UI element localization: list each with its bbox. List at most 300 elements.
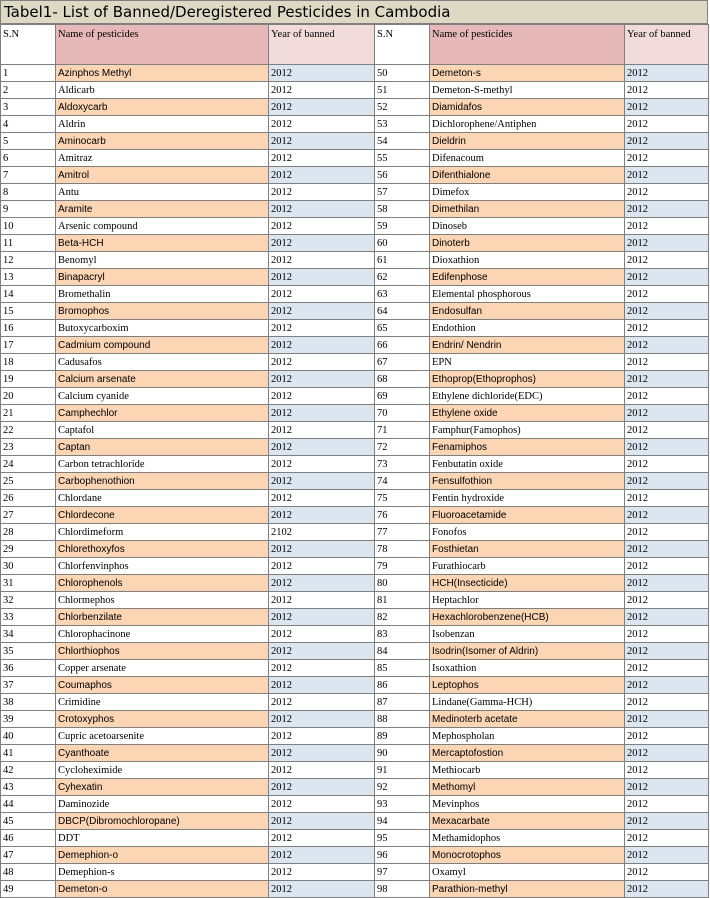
right-name-cell: Heptachlor <box>430 592 625 609</box>
left-sn-cell: 20 <box>1 388 56 405</box>
right-sn-cell: 58 <box>375 201 430 218</box>
right-year-cell: 2012 <box>625 116 709 133</box>
left-year-cell: 2012 <box>269 745 375 762</box>
right-sn-cell: 91 <box>375 762 430 779</box>
right-sn-cell: 72 <box>375 439 430 456</box>
table-row <box>1 847 709 864</box>
table-row <box>1 99 709 116</box>
left-sn-cell: 18 <box>1 354 56 371</box>
right-year-cell: 2012 <box>625 371 709 388</box>
right-name-cell: Difenacoum <box>430 150 625 167</box>
right-year-cell: 2012 <box>625 626 709 643</box>
table-body <box>1 65 709 898</box>
table-row <box>1 762 709 779</box>
right-sn-cell: 66 <box>375 337 430 354</box>
right-sn-cell: 84 <box>375 643 430 660</box>
table-row <box>1 388 709 405</box>
left-name-cell: Daminozide <box>56 796 269 813</box>
left-name-cell: Arsenic compound <box>56 218 269 235</box>
table-row <box>1 864 709 881</box>
header-sn-left: S.N <box>1 25 56 65</box>
left-name-cell: Amitrol <box>56 167 269 184</box>
right-sn-cell: 59 <box>375 218 430 235</box>
left-name-cell: Chlordecone <box>56 507 269 524</box>
left-name-cell: Chlorthiophos <box>56 643 269 660</box>
right-year-cell: 2012 <box>625 558 709 575</box>
table-row <box>1 184 709 201</box>
left-name-cell: Chlordimeform <box>56 524 269 541</box>
left-sn-cell: 8 <box>1 184 56 201</box>
right-name-cell: Leptophos <box>430 677 625 694</box>
left-year-cell: 2012 <box>269 541 375 558</box>
table-row <box>1 575 709 592</box>
left-year-cell: 2012 <box>269 371 375 388</box>
left-name-cell: Beta-HCH <box>56 235 269 252</box>
table-row <box>1 439 709 456</box>
right-sn-cell: 75 <box>375 490 430 507</box>
right-sn-cell: 53 <box>375 116 430 133</box>
table-row <box>1 609 709 626</box>
left-name-cell: Chlorethoxyfos <box>56 541 269 558</box>
left-name-cell: Chlorophacinone <box>56 626 269 643</box>
table-row <box>1 643 709 660</box>
left-name-cell: Bromethalin <box>56 286 269 303</box>
left-year-cell: 2012 <box>269 575 375 592</box>
right-sn-cell: 90 <box>375 745 430 762</box>
right-year-cell: 2012 <box>625 133 709 150</box>
right-name-cell: Parathion-methyl <box>430 881 625 898</box>
left-sn-cell: 3 <box>1 99 56 116</box>
right-name-cell: Isoxathion <box>430 660 625 677</box>
right-year-cell: 2012 <box>625 796 709 813</box>
left-year-cell: 2012 <box>269 439 375 456</box>
table-row <box>1 167 709 184</box>
right-name-cell: Methomyl <box>430 779 625 796</box>
left-year-cell: 2012 <box>269 422 375 439</box>
right-year-cell: 2012 <box>625 303 709 320</box>
right-name-cell: Diamidafos <box>430 99 625 116</box>
left-year-cell: 2012 <box>269 65 375 82</box>
left-year-cell: 2012 <box>269 847 375 864</box>
left-sn-cell: 45 <box>1 813 56 830</box>
right-name-cell: Lindane(Gamma-HCH) <box>430 694 625 711</box>
right-year-cell: 2012 <box>625 184 709 201</box>
left-name-cell: Cycloheximide <box>56 762 269 779</box>
right-name-cell: Mercaptofostion <box>430 745 625 762</box>
left-name-cell: Calcium arsenate <box>56 371 269 388</box>
right-year-cell: 2012 <box>625 660 709 677</box>
right-sn-cell: 87 <box>375 694 430 711</box>
right-sn-cell: 78 <box>375 541 430 558</box>
left-year-cell: 2012 <box>269 507 375 524</box>
right-name-cell: Fenbutatin oxide <box>430 456 625 473</box>
header-year-left: Year of banned <box>269 25 375 65</box>
right-name-cell: Medinoterb acetate <box>430 711 625 728</box>
right-sn-cell: 82 <box>375 609 430 626</box>
right-sn-cell: 56 <box>375 167 430 184</box>
right-sn-cell: 54 <box>375 133 430 150</box>
left-year-cell: 2012 <box>269 116 375 133</box>
right-name-cell: Ethylene oxide <box>430 405 625 422</box>
right-sn-cell: 76 <box>375 507 430 524</box>
left-sn-cell: 46 <box>1 830 56 847</box>
left-sn-cell: 42 <box>1 762 56 779</box>
right-name-cell: Famphur(Famophos) <box>430 422 625 439</box>
header-year-right: Year of banned <box>625 25 709 65</box>
header-sn-right: S.N <box>375 25 430 65</box>
left-sn-cell: 9 <box>1 201 56 218</box>
right-name-cell: Dieldrin <box>430 133 625 150</box>
table-row <box>1 728 709 745</box>
right-name-cell: Dimefox <box>430 184 625 201</box>
right-year-cell: 2012 <box>625 286 709 303</box>
right-name-cell: Ethoprop(Ethoprophos) <box>430 371 625 388</box>
left-sn-cell: 31 <box>1 575 56 592</box>
left-sn-cell: 6 <box>1 150 56 167</box>
right-sn-cell: 60 <box>375 235 430 252</box>
right-name-cell: Dinoseb <box>430 218 625 235</box>
right-sn-cell: 97 <box>375 864 430 881</box>
left-name-cell: DDT <box>56 830 269 847</box>
right-name-cell: Mexacarbate <box>430 813 625 830</box>
right-year-cell: 2012 <box>625 235 709 252</box>
left-sn-cell: 43 <box>1 779 56 796</box>
right-year-cell: 2012 <box>625 592 709 609</box>
left-year-cell: 2012 <box>269 694 375 711</box>
left-year-cell: 2012 <box>269 337 375 354</box>
right-sn-cell: 81 <box>375 592 430 609</box>
right-sn-cell: 80 <box>375 575 430 592</box>
left-year-cell: 2012 <box>269 303 375 320</box>
left-year-cell: 2012 <box>269 184 375 201</box>
left-year-cell: 2012 <box>269 405 375 422</box>
left-sn-cell: 28 <box>1 524 56 541</box>
right-year-cell: 2012 <box>625 337 709 354</box>
right-name-cell: Isobenzan <box>430 626 625 643</box>
right-year-cell: 2012 <box>625 524 709 541</box>
left-year-cell: 2012 <box>269 218 375 235</box>
right-year-cell: 2012 <box>625 218 709 235</box>
table-row <box>1 830 709 847</box>
right-year-cell: 2012 <box>625 439 709 456</box>
right-year-cell: 2012 <box>625 167 709 184</box>
right-sn-cell: 73 <box>375 456 430 473</box>
right-name-cell: Monocrotophos <box>430 847 625 864</box>
right-year-cell: 2012 <box>625 82 709 99</box>
right-name-cell: Edifenphose <box>430 269 625 286</box>
left-name-cell: Chlordane <box>56 490 269 507</box>
right-sn-cell: 62 <box>375 269 430 286</box>
left-sn-cell: 33 <box>1 609 56 626</box>
left-sn-cell: 24 <box>1 456 56 473</box>
right-sn-cell: 77 <box>375 524 430 541</box>
right-year-cell: 2012 <box>625 762 709 779</box>
left-name-cell: Captafol <box>56 422 269 439</box>
table-row <box>1 422 709 439</box>
left-name-cell: Demephion-o <box>56 847 269 864</box>
right-name-cell: Fenamiphos <box>430 439 625 456</box>
table-row <box>1 779 709 796</box>
left-sn-cell: 27 <box>1 507 56 524</box>
left-year-cell: 2012 <box>269 354 375 371</box>
left-sn-cell: 40 <box>1 728 56 745</box>
right-year-cell: 2012 <box>625 456 709 473</box>
table-row <box>1 201 709 218</box>
left-sn-cell: 13 <box>1 269 56 286</box>
table-row <box>1 371 709 388</box>
table-row <box>1 558 709 575</box>
left-year-cell: 2012 <box>269 660 375 677</box>
left-name-cell: Demephion-s <box>56 864 269 881</box>
left-year-cell: 2012 <box>269 626 375 643</box>
left-year-cell: 2012 <box>269 252 375 269</box>
left-name-cell: Antu <box>56 184 269 201</box>
left-year-cell: 2012 <box>269 235 375 252</box>
right-year-cell: 2012 <box>625 65 709 82</box>
right-name-cell: Ethylene dichloride(EDC) <box>430 388 625 405</box>
left-year-cell: 2012 <box>269 609 375 626</box>
left-sn-cell: 25 <box>1 473 56 490</box>
left-sn-cell: 16 <box>1 320 56 337</box>
left-sn-cell: 48 <box>1 864 56 881</box>
right-year-cell: 2012 <box>625 813 709 830</box>
left-sn-cell: 35 <box>1 643 56 660</box>
table-row <box>1 745 709 762</box>
right-name-cell: Dichlorophene/Antiphen <box>430 116 625 133</box>
right-year-cell: 2012 <box>625 745 709 762</box>
right-sn-cell: 74 <box>375 473 430 490</box>
right-sn-cell: 96 <box>375 847 430 864</box>
right-name-cell: Demeton-s <box>430 65 625 82</box>
left-sn-cell: 7 <box>1 167 56 184</box>
right-sn-cell: 94 <box>375 813 430 830</box>
left-name-cell: Crotoxyphos <box>56 711 269 728</box>
right-year-cell: 2012 <box>625 388 709 405</box>
right-sn-cell: 52 <box>375 99 430 116</box>
left-year-cell: 2012 <box>269 490 375 507</box>
left-name-cell: Aramite <box>56 201 269 218</box>
left-name-cell: Amitraz <box>56 150 269 167</box>
left-name-cell: Butoxycarboxim <box>56 320 269 337</box>
table-row <box>1 881 709 898</box>
right-name-cell: Endrin/ Nendrin <box>430 337 625 354</box>
left-sn-cell: 37 <box>1 677 56 694</box>
left-year-cell: 2012 <box>269 167 375 184</box>
right-year-cell: 2012 <box>625 269 709 286</box>
right-year-cell: 2012 <box>625 847 709 864</box>
left-sn-cell: 32 <box>1 592 56 609</box>
left-name-cell: Calcium cyanide <box>56 388 269 405</box>
left-name-cell: Chlorfenvinphos <box>56 558 269 575</box>
left-year-cell: 2012 <box>269 473 375 490</box>
left-name-cell: Carbophenothion <box>56 473 269 490</box>
left-sn-cell: 36 <box>1 660 56 677</box>
left-name-cell: Camphechlor <box>56 405 269 422</box>
right-sn-cell: 64 <box>375 303 430 320</box>
left-sn-cell: 22 <box>1 422 56 439</box>
right-name-cell: Elemental phosphorous <box>430 286 625 303</box>
right-year-cell: 2012 <box>625 490 709 507</box>
left-year-cell: 2012 <box>269 456 375 473</box>
right-name-cell: Endosulfan <box>430 303 625 320</box>
left-name-cell: Azinphos Methyl <box>56 65 269 82</box>
left-name-cell: Cadusafos <box>56 354 269 371</box>
left-name-cell: Chlorbenzilate <box>56 609 269 626</box>
right-sn-cell: 85 <box>375 660 430 677</box>
left-year-cell: 2012 <box>269 813 375 830</box>
table-row <box>1 524 709 541</box>
table-row <box>1 65 709 82</box>
table-row <box>1 218 709 235</box>
right-year-cell: 2012 <box>625 694 709 711</box>
table-row <box>1 490 709 507</box>
right-sn-cell: 70 <box>375 405 430 422</box>
right-year-cell: 2012 <box>625 643 709 660</box>
right-name-cell: Dioxathion <box>430 252 625 269</box>
right-year-cell: 2012 <box>625 830 709 847</box>
right-sn-cell: 71 <box>375 422 430 439</box>
left-name-cell: Copper arsenate <box>56 660 269 677</box>
left-sn-cell: 34 <box>1 626 56 643</box>
left-name-cell: Coumaphos <box>56 677 269 694</box>
right-year-cell: 2012 <box>625 99 709 116</box>
left-year-cell: 2012 <box>269 82 375 99</box>
right-name-cell: Dimethilan <box>430 201 625 218</box>
left-year-cell: 2012 <box>269 592 375 609</box>
left-year-cell: 2012 <box>269 728 375 745</box>
table-row <box>1 626 709 643</box>
table-row <box>1 235 709 252</box>
right-sn-cell: 95 <box>375 830 430 847</box>
table-row <box>1 592 709 609</box>
left-year-cell: 2012 <box>269 881 375 898</box>
right-year-cell: 2012 <box>625 677 709 694</box>
right-name-cell: Oxamyl <box>430 864 625 881</box>
header-name-left: Name of pesticides <box>56 25 269 65</box>
left-name-cell: Demeton-o <box>56 881 269 898</box>
right-sn-cell: 89 <box>375 728 430 745</box>
left-year-cell: 2012 <box>269 286 375 303</box>
left-name-cell: Aldicarb <box>56 82 269 99</box>
left-name-cell: Aminocarb <box>56 133 269 150</box>
left-name-cell: Cyhexatin <box>56 779 269 796</box>
left-sn-cell: 5 <box>1 133 56 150</box>
right-sn-cell: 68 <box>375 371 430 388</box>
right-name-cell: Endothion <box>430 320 625 337</box>
left-year-cell: 2012 <box>269 320 375 337</box>
left-name-cell: Crimidine <box>56 694 269 711</box>
right-year-cell: 2012 <box>625 609 709 626</box>
left-sn-cell: 38 <box>1 694 56 711</box>
right-year-cell: 2012 <box>625 779 709 796</box>
right-name-cell: Fluoroacetamide <box>430 507 625 524</box>
table-row <box>1 711 709 728</box>
left-name-cell: Benomyl <box>56 252 269 269</box>
left-sn-cell: 49 <box>1 881 56 898</box>
table-row <box>1 303 709 320</box>
table-row <box>1 507 709 524</box>
table-row <box>1 456 709 473</box>
table-row <box>1 252 709 269</box>
right-year-cell: 2012 <box>625 541 709 558</box>
right-sn-cell: 65 <box>375 320 430 337</box>
pesticides-table <box>0 24 709 898</box>
right-sn-cell: 83 <box>375 626 430 643</box>
right-name-cell: Isodrin(Isomer of Aldrin) <box>430 643 625 660</box>
left-name-cell: Cupric acetoarsenite <box>56 728 269 745</box>
left-sn-cell: 2 <box>1 82 56 99</box>
header-name-right: Name of pesticides <box>430 25 625 65</box>
left-sn-cell: 26 <box>1 490 56 507</box>
left-sn-cell: 1 <box>1 65 56 82</box>
left-sn-cell: 17 <box>1 337 56 354</box>
right-year-cell: 2012 <box>625 354 709 371</box>
right-name-cell: Demeton-S-methyl <box>430 82 625 99</box>
left-sn-cell: 19 <box>1 371 56 388</box>
right-sn-cell: 98 <box>375 881 430 898</box>
left-sn-cell: 47 <box>1 847 56 864</box>
left-sn-cell: 39 <box>1 711 56 728</box>
right-sn-cell: 50 <box>375 65 430 82</box>
left-name-cell: Cyanthoate <box>56 745 269 762</box>
left-sn-cell: 23 <box>1 439 56 456</box>
table-row <box>1 796 709 813</box>
left-year-cell: 2012 <box>269 677 375 694</box>
left-year-cell: 2012 <box>269 558 375 575</box>
right-name-cell: Furathiocarb <box>430 558 625 575</box>
right-year-cell: 2012 <box>625 201 709 218</box>
right-name-cell: Methiocarb <box>430 762 625 779</box>
left-sn-cell: 30 <box>1 558 56 575</box>
left-year-cell: 2012 <box>269 133 375 150</box>
right-sn-cell: 93 <box>375 796 430 813</box>
right-year-cell: 2012 <box>625 422 709 439</box>
right-sn-cell: 61 <box>375 252 430 269</box>
left-name-cell: Captan <box>56 439 269 456</box>
left-name-cell: Cadmium compound <box>56 337 269 354</box>
right-year-cell: 2012 <box>625 881 709 898</box>
right-year-cell: 2012 <box>625 575 709 592</box>
right-name-cell: Fentin hydroxide <box>430 490 625 507</box>
right-sn-cell: 79 <box>375 558 430 575</box>
right-year-cell: 2012 <box>625 150 709 167</box>
right-sn-cell: 55 <box>375 150 430 167</box>
table-row <box>1 337 709 354</box>
table-row <box>1 82 709 99</box>
table-title: Tabel1- List of Banned/Deregistered Pesticides in Cambodia <box>0 0 708 24</box>
table-row <box>1 541 709 558</box>
table-row <box>1 660 709 677</box>
header-row <box>1 25 709 65</box>
right-name-cell: Mevinphos <box>430 796 625 813</box>
table-row <box>1 813 709 830</box>
right-year-cell: 2012 <box>625 252 709 269</box>
left-year-cell: 2012 <box>269 796 375 813</box>
left-sn-cell: 10 <box>1 218 56 235</box>
left-name-cell: DBCP(Dibromochloropane) <box>56 813 269 830</box>
left-year-cell: 2012 <box>269 150 375 167</box>
left-year-cell: 2012 <box>269 830 375 847</box>
right-name-cell: Fonofos <box>430 524 625 541</box>
right-name-cell: Fosthietan <box>430 541 625 558</box>
right-name-cell: Methamidophos <box>430 830 625 847</box>
left-year-cell: 2012 <box>269 779 375 796</box>
table-row <box>1 677 709 694</box>
table-row <box>1 286 709 303</box>
table-row <box>1 405 709 422</box>
right-sn-cell: 51 <box>375 82 430 99</box>
right-name-cell: Difenthialone <box>430 167 625 184</box>
